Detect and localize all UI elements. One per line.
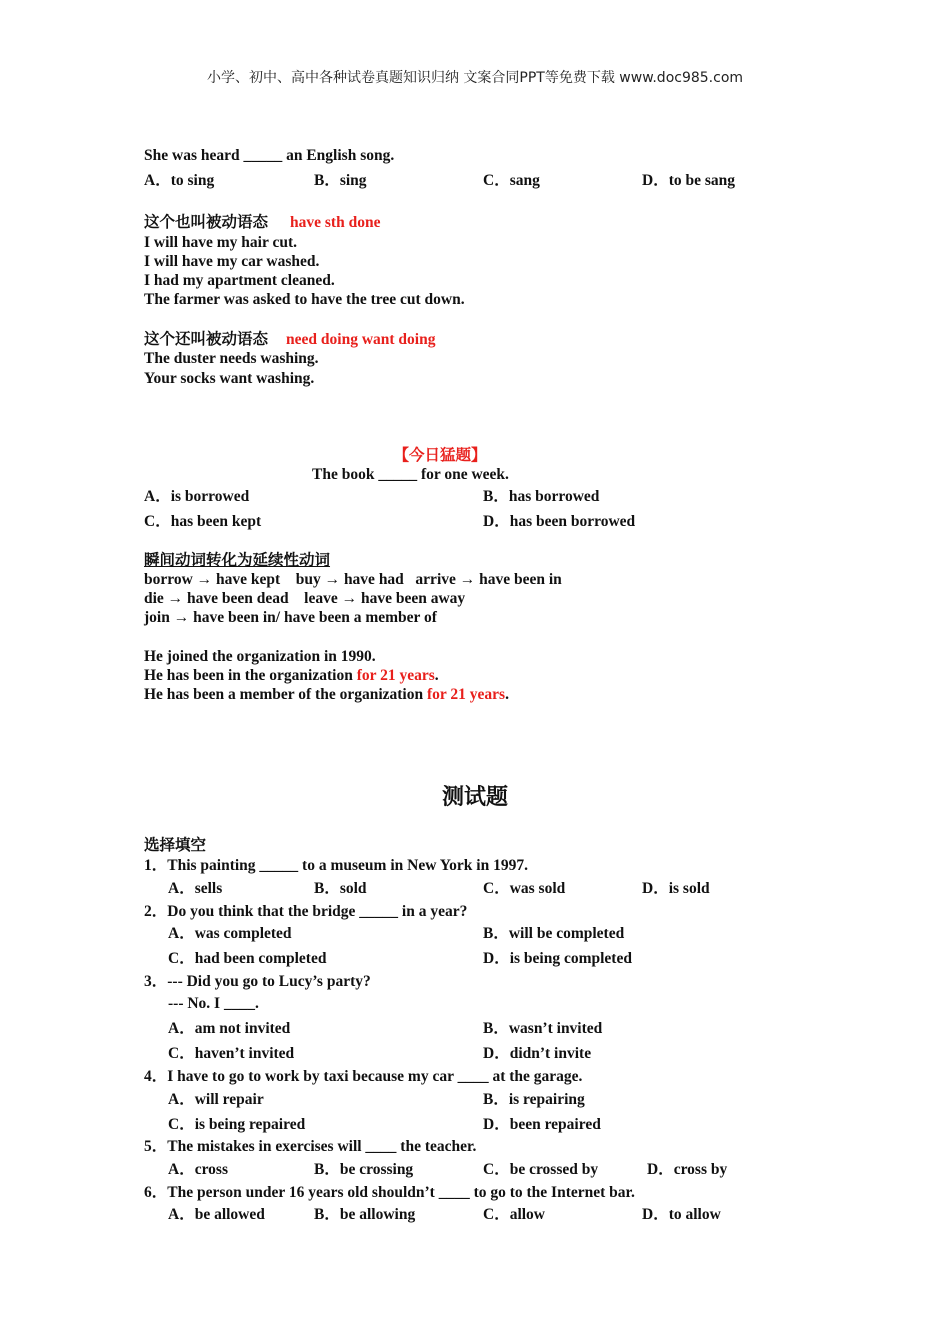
option-b: B．be allowing <box>314 1206 416 1223</box>
conversion-line: borrow → have kept buy → have had arrive → have been in <box>144 571 562 588</box>
option-c: C．be crossed by <box>483 1161 599 1178</box>
section-label <box>144 332 435 348</box>
option-c: C．sang <box>483 172 540 189</box>
example-line: He joined the organization in 1990. <box>144 648 376 665</box>
option-a: A．be allowed <box>168 1206 265 1223</box>
example-period: . <box>505 686 509 703</box>
example-line <box>144 668 439 684</box>
example-highlight: for 21 years <box>356 667 435 684</box>
section-label-text: 这个还叫被动语态 <box>144 331 269 348</box>
example-highlight: for 21 years <box>427 686 506 703</box>
option-b: B．has borrowed <box>483 488 600 505</box>
option-c: C．haven’t invited <box>168 1045 295 1062</box>
question-stem: 2．Do you think that the bridge _____ in a year? <box>144 903 468 920</box>
option-a: A．was completed <box>168 925 292 942</box>
test-title: 测试题 <box>441 784 508 809</box>
question-stem: She was heard _____ an English song. <box>144 147 395 164</box>
question-stem-reply: --- No. I ____. <box>168 995 259 1012</box>
option-a: A．sells <box>168 880 223 897</box>
question-stem: 6．The person under 16 years old shouldn’t ____ to go to the Internet bar. <box>144 1184 635 1201</box>
option-d: D．has been borrowed <box>483 513 636 530</box>
option-a: A．am not invited <box>168 1020 291 1037</box>
option-a: A．cross <box>168 1161 228 1178</box>
section-highlight: need doing want doing <box>286 331 436 348</box>
option-b: B．sold <box>314 880 367 897</box>
option-d: D．is being completed <box>483 950 632 967</box>
section-highlight: have sth done <box>290 214 381 231</box>
daily-title: 【今日猛题】 <box>393 447 487 464</box>
option-d: D．to be sang <box>642 172 736 189</box>
example-text: He has been a member of the organization <box>144 686 427 703</box>
option-d: D．cross by <box>647 1161 728 1178</box>
example-line: I will have my hair cut. <box>144 234 297 251</box>
page-header: 小学、初中、高中各种试卷真题知识归纳 文案合同PPT等免费下载 www.doc985.com <box>206 70 744 86</box>
option-c: C．allow <box>483 1206 546 1223</box>
example-line: I had my apartment cleaned. <box>144 272 335 289</box>
section-label <box>144 215 380 231</box>
option-c: C．has been kept <box>144 513 262 530</box>
option-c: C．was sold <box>483 880 566 897</box>
option-b: B．sing <box>314 172 367 189</box>
option-c: C．had been completed <box>168 950 327 967</box>
question-stem: 3．--- Did you go to Lucy’s party? <box>144 973 371 990</box>
option-d: D．didn’t invite <box>483 1045 592 1062</box>
option-a: A．will repair <box>168 1091 264 1108</box>
example-text: He has been in the organization <box>144 667 357 684</box>
option-d: D．is sold <box>642 880 710 897</box>
option-a: A．is borrowed <box>144 488 250 505</box>
option-c: C．is being repaired <box>168 1116 306 1133</box>
example-line: The farmer was asked to have the tree cut down. <box>144 291 465 308</box>
conversion-line: join → have been in/ have been a member of <box>144 609 437 626</box>
example-line: The duster needs washing. <box>144 350 319 367</box>
question-stem: 5．The mistakes in exercises will ____ the teacher. <box>144 1138 477 1155</box>
example-period: . <box>434 667 439 684</box>
option-d: D．to allow <box>642 1206 721 1223</box>
option-b: B．is repairing <box>483 1091 585 1108</box>
conversion-line: die → have been dead leave → have been away <box>144 590 466 607</box>
option-a: A．to sing <box>144 172 215 189</box>
option-b: B．be crossing <box>314 1161 414 1178</box>
question-stem: 4．I have to go to work by taxi because my car ____ at the garage. <box>144 1068 583 1085</box>
option-b: B．will be completed <box>483 925 625 942</box>
section-label-text: 这个也叫被动语态 <box>144 214 269 231</box>
conversion-title: 瞬间动词转化为延续性动词 <box>144 552 331 569</box>
example-line <box>144 687 509 703</box>
test-subtitle: 选择填空 <box>144 837 207 854</box>
question-stem: The book _____ for one week. <box>312 466 509 483</box>
example-line: I will have my car washed. <box>144 253 320 270</box>
example-line: Your socks want washing. <box>144 370 315 387</box>
option-d: D．been repaired <box>483 1116 601 1133</box>
option-b: B．wasn’t invited <box>483 1020 603 1037</box>
question-stem: 1．This painting _____ to a museum in New York in 1997. <box>144 857 528 874</box>
